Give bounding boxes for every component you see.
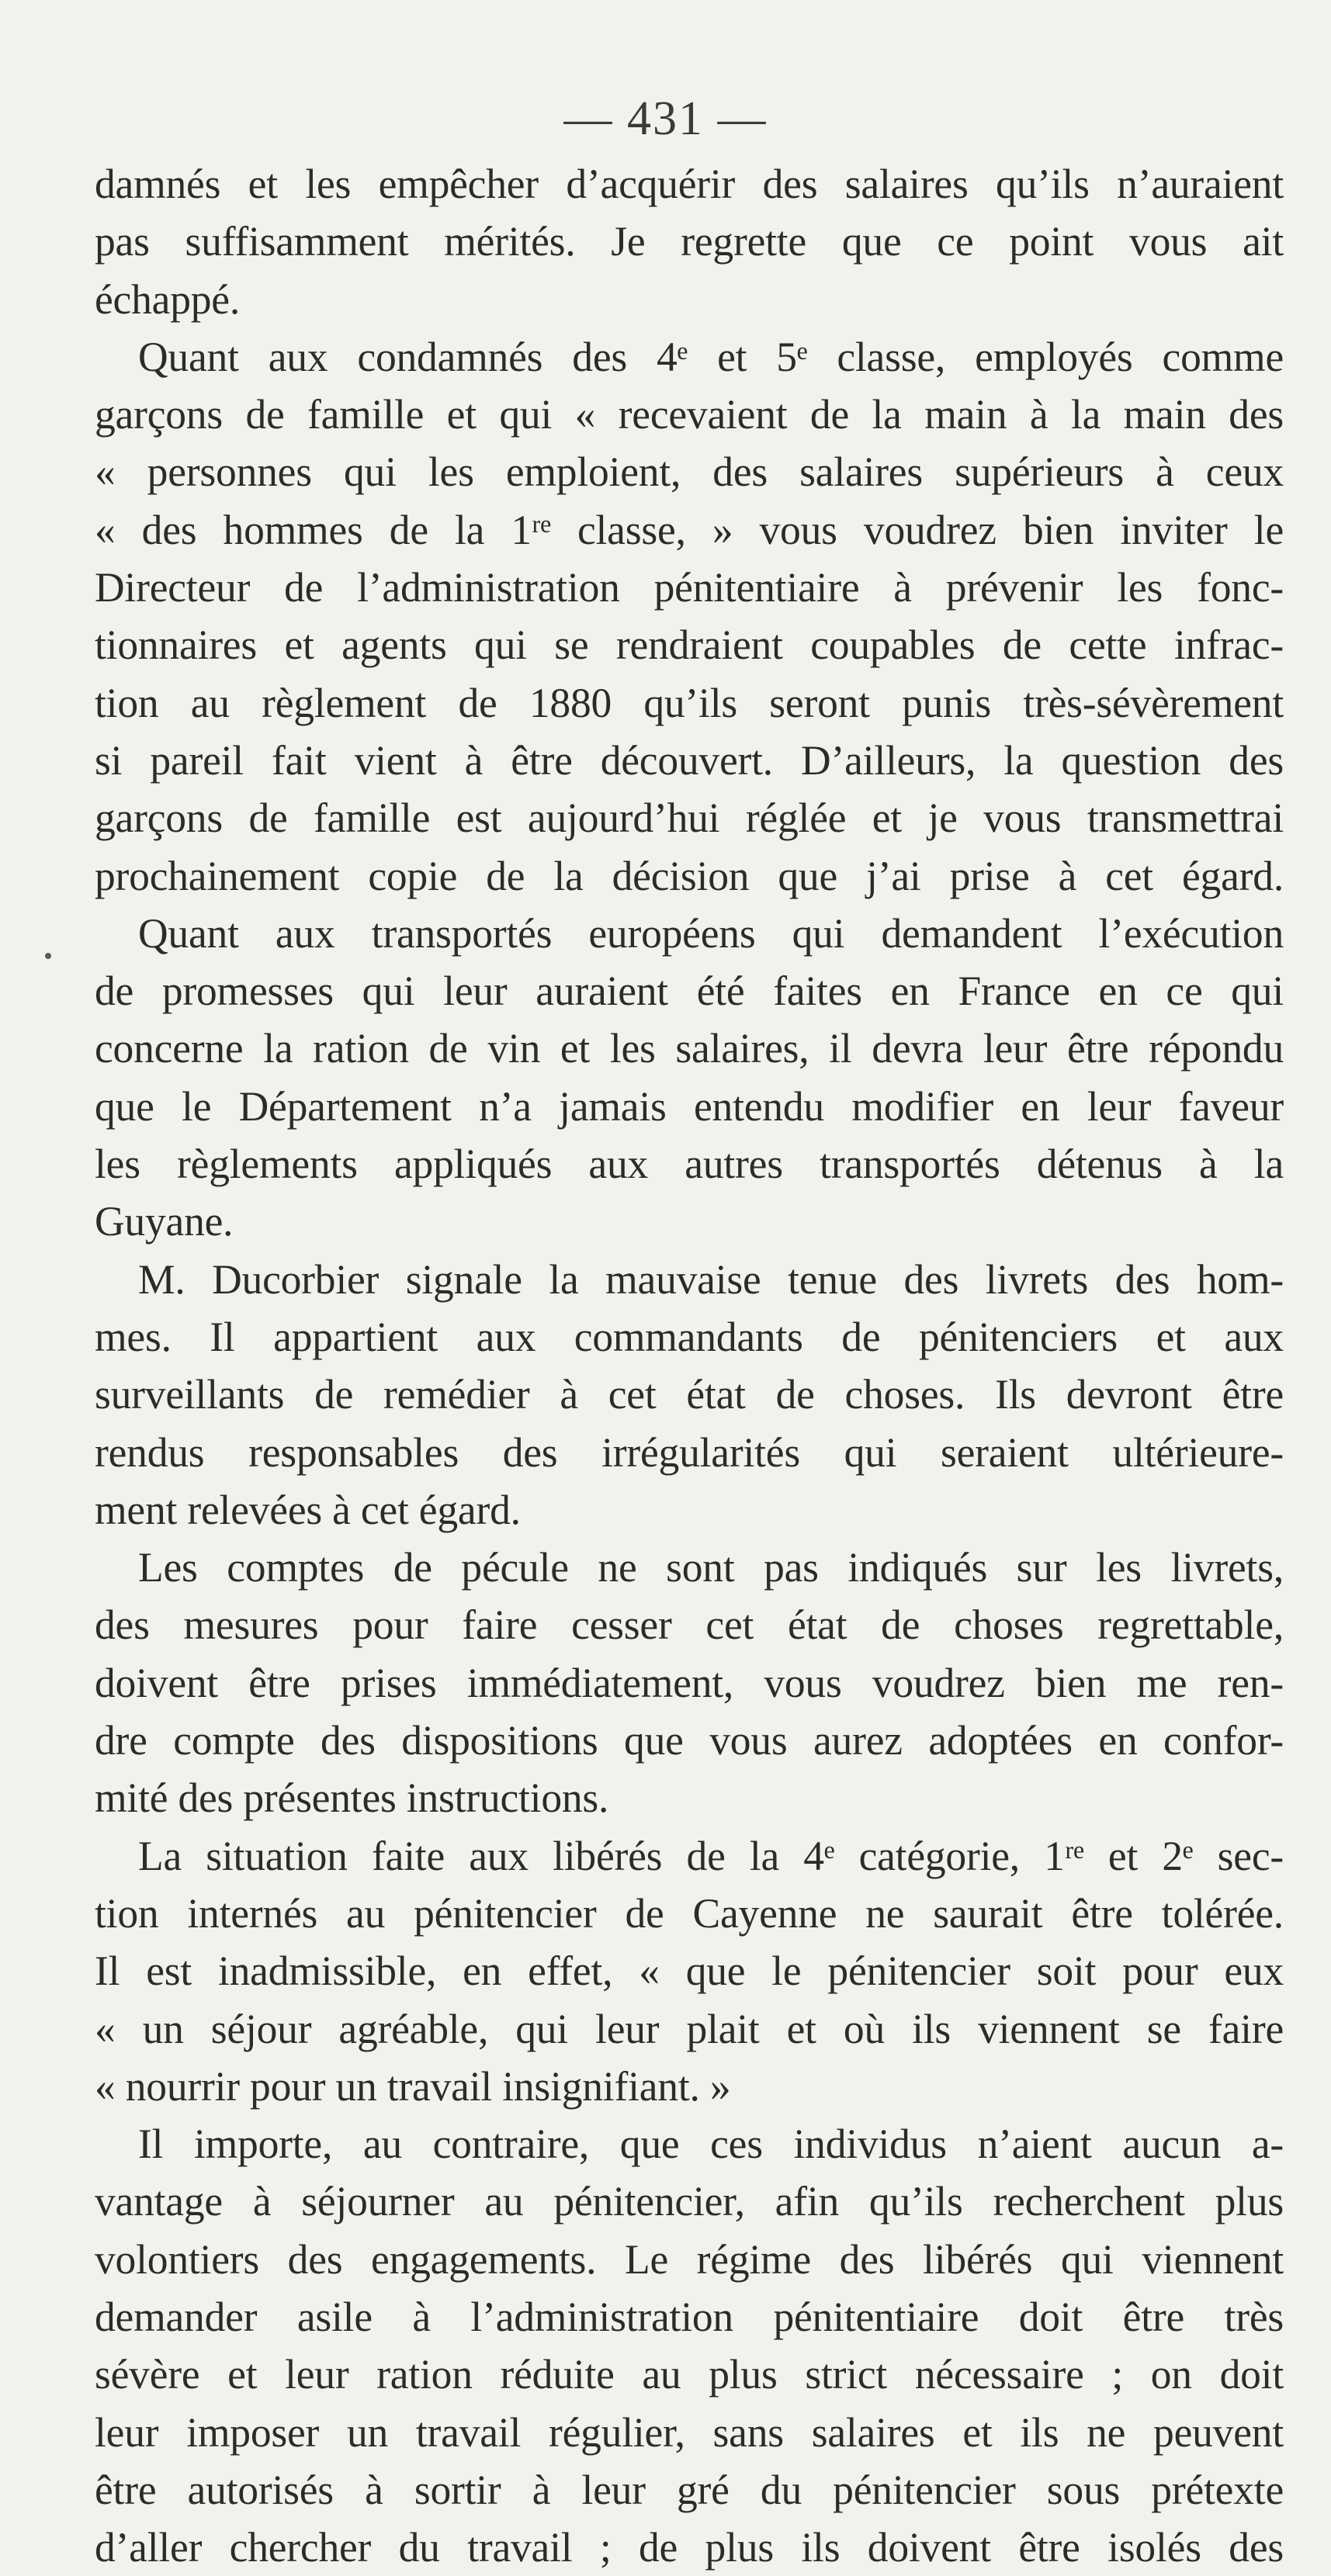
text-line: M. Ducorbier signale la mauvaise tenue des livrets des hom- [138, 1255, 1284, 1303]
text-line: les règlements appliqués aux autres transportés détenus à la [95, 1141, 1284, 1188]
text-line: La situation faite aux libérés de la 4ᵉ catégorie, 1ʳᵉ et 2ᵉ sec- [138, 1832, 1284, 1879]
text-line: Quant aux condamnés des 4ᵉ et 5ᵉ classe, employés comme [138, 333, 1284, 380]
text-line: volontiers des engagements. Le régime des libérés qui viennent [95, 2235, 1284, 2283]
margin-mark [45, 953, 51, 959]
text-line: échappé. [95, 275, 241, 323]
text-line: Il importe, au contraire, que ces individus n’aient aucun a- [138, 2121, 1284, 2168]
text-line: « des hommes de la 1ʳᵉ classe, » vous voudrez bien inviter le [95, 506, 1284, 553]
text-line: leur imposer un travail régulier, sans salaires et ils ne peuvent [95, 2408, 1284, 2456]
text-line: rendus responsables des irrégularités qui seraient ultérieure- [95, 1428, 1284, 1476]
text-line: tionnaires et agents qui se rendraient coupables de cette infrac- [95, 621, 1284, 669]
text-line: « un séjour agréable, qui leur plait et où ils viennent se faire [95, 2005, 1284, 2052]
text-line: de promesses qui leur auraient été faites en France en ce qui [95, 968, 1284, 1015]
text-line: ment relevées à cet égard. [95, 1486, 521, 1533]
text-line: Directeur de l’administration pénitentiaire à prévenir les fonc- [95, 564, 1284, 611]
text-line: surveillants de remédier à cet état de choses. Ils devront être [95, 1371, 1284, 1418]
text-line: garçons de famille et qui « recevaient de la main à la main des [95, 391, 1284, 438]
text-line: que le Département n’a jamais entendu modifier en leur faveur [95, 1082, 1284, 1130]
page-number: — 431 — [563, 92, 768, 145]
text-line: prochainement copie de la décision que j’ai prise à cet égard. [95, 852, 1284, 899]
text-line: dre compte des dispositions que vous aurez adoptées en confor- [95, 1717, 1284, 1764]
text-line: d’aller chercher du travail ; de plus ils doivent être isolés des [95, 2524, 1284, 2571]
text-line: Il est inadmissible, en effet, « que le pénitencier soit pour eux [95, 1948, 1284, 1995]
text-line: vantage à séjourner au pénitencier, afin qu’ils recherchent plus [95, 2178, 1284, 2225]
text-line: mes. Il appartient aux commandants de pénitenciers et aux [95, 1313, 1284, 1360]
text-line: « nourrir pour un travail insignifiant. » [95, 2062, 731, 2110]
text-line: tion internés au pénitencier de Cayenne ne saurait être tolérée. [95, 1889, 1284, 1937]
text-line: concerne la ration de vin et les salaires, il devra leur être répondu [95, 1025, 1284, 1072]
text-line: Guyane. [95, 1198, 234, 1245]
text-line: des mesures pour faire cesser cet état de choses regrettable, [95, 1601, 1284, 1649]
text-line: Quant aux transportés européens qui demandent l’exécution [138, 909, 1284, 957]
text-line: « personnes qui les emploient, des salaires supérieurs à ceux [95, 448, 1284, 496]
text-line: Les comptes de pécule ne sont pas indiqués sur les livrets, [138, 1544, 1284, 1591]
text-line: garçons de famille est aujourd’hui réglée et je vous transmettrai [95, 795, 1284, 842]
text-line: demander asile à l’administration pénitentiaire doit être très [95, 2293, 1284, 2340]
text-line: si pareil fait vient à être découvert. D’ailleurs, la question des [95, 736, 1284, 784]
text-line: sévère et leur ration réduite au plus strict nécessaire ; on doit [95, 2351, 1284, 2398]
text-line: doivent être prises immédiatement, vous voudrez bien me ren- [95, 1659, 1284, 1706]
text-line: damnés et les empêcher d’acquérir des salaires qu’ils n’auraient [95, 161, 1284, 207]
text-line: tion au règlement de 1880 qu’ils seront punis très-sévèrement [95, 679, 1284, 726]
text-line: mité des présentes instructions. [95, 1774, 609, 1822]
text-line: être autorisés à sortir à leur gré du pénitencier sous prétexte [95, 2466, 1284, 2513]
text-line: pas suffisamment mérités. Je regrette que ce point vous ait [95, 218, 1284, 265]
body-text [95, 155, 1284, 2576]
